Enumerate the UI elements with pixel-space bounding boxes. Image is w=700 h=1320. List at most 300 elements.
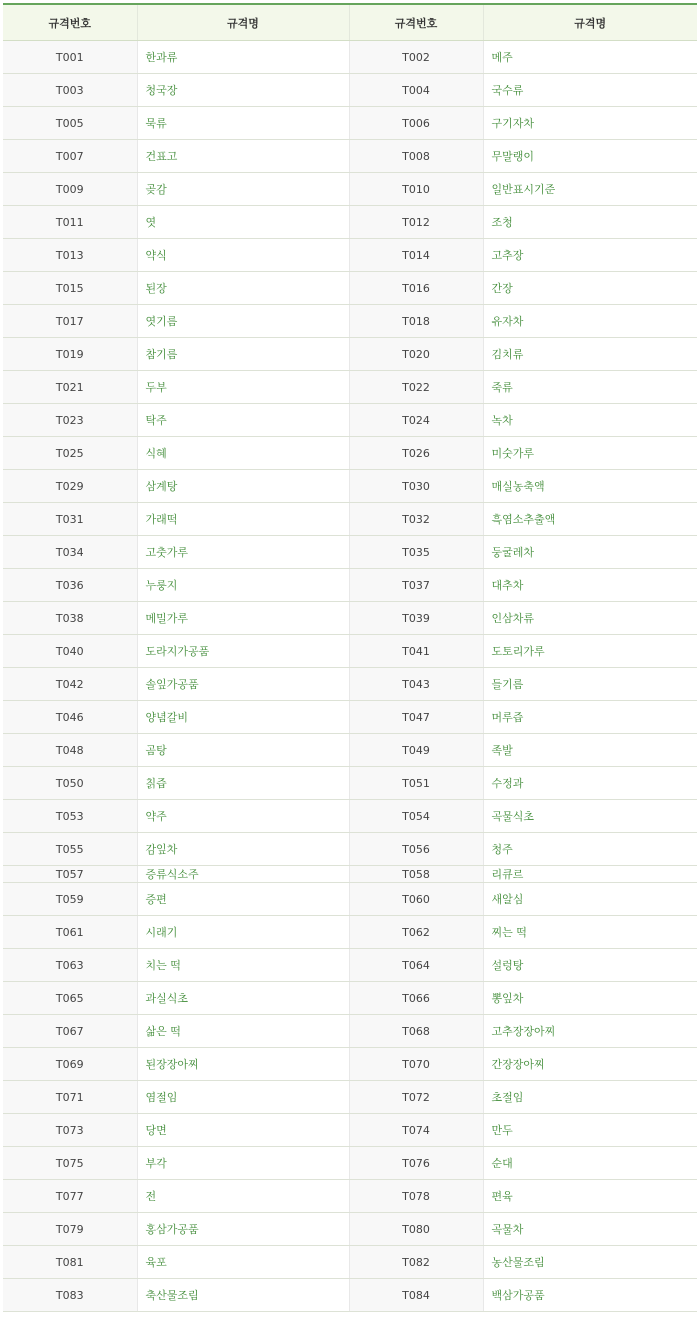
spec-name-link[interactable]: 인삼차류 <box>491 612 535 625</box>
spec-name-link-cell[interactable] <box>483 949 697 982</box>
spec-name-link[interactable]: 설렁탕 <box>491 959 524 972</box>
spec-code: T007 <box>55 149 84 163</box>
spec-code-cell <box>3 635 137 668</box>
spec-name-link[interactable]: 대추차 <box>491 579 524 592</box>
spec-name-link-cell[interactable] <box>137 1081 349 1114</box>
spec-name-link-cell[interactable] <box>137 338 349 371</box>
spec-code: T075 <box>55 1156 84 1170</box>
table-row <box>3 833 697 866</box>
spec-code-cell <box>349 305 483 338</box>
spec-name-link[interactable]: 머루즙 <box>491 711 524 724</box>
spec-name-link-cell[interactable] <box>137 305 349 338</box>
spec-name-link-cell[interactable] <box>137 1180 349 1213</box>
spec-name-link[interactable]: 일반표시기준 <box>491 183 556 196</box>
spec-code: T051 <box>402 776 430 790</box>
spec-name-link-cell[interactable] <box>483 239 697 272</box>
spec-code: T080 <box>402 1222 430 1236</box>
header-code-2: 규격번호 <box>349 4 483 41</box>
spec-name-link-cell[interactable] <box>483 1081 697 1114</box>
spec-name-link-cell[interactable] <box>137 239 349 272</box>
spec-code: T065 <box>55 991 84 1005</box>
spec-name-link[interactable]: 건표고 <box>145 150 178 163</box>
spec-code-cell <box>349 1081 483 1114</box>
spec-name-link-cell[interactable] <box>483 1015 697 1048</box>
spec-name-link-cell[interactable] <box>137 371 349 404</box>
spec-name-link[interactable]: 미숫가루 <box>491 447 535 460</box>
spec-code-cell <box>349 470 483 503</box>
spec-code-cell <box>349 173 483 206</box>
spec-name-link-cell[interactable] <box>483 668 697 701</box>
spec-code-cell <box>349 1147 483 1180</box>
spec-name-link-cell[interactable] <box>483 536 697 569</box>
table-row <box>3 701 697 734</box>
spec-code: T024 <box>402 413 430 427</box>
spec-name-link-cell[interactable] <box>137 1114 349 1147</box>
spec-name-link[interactable]: 참기름 <box>145 348 178 361</box>
spec-code-cell <box>3 536 137 569</box>
spec-name-link[interactable]: 육포 <box>145 1256 167 1269</box>
table-row <box>3 635 697 668</box>
spec-code-cell <box>3 1015 137 1048</box>
spec-name-link-cell[interactable] <box>483 1147 697 1180</box>
spec-code-cell <box>349 437 483 470</box>
spec-name-link-cell[interactable] <box>483 272 697 305</box>
spec-name-link[interactable]: 곡물차 <box>491 1223 524 1236</box>
spec-code: T049 <box>402 743 430 757</box>
spec-code: T010 <box>402 182 430 196</box>
spec-code-cell <box>3 404 137 437</box>
spec-code: T040 <box>55 644 84 658</box>
spec-name-link[interactable]: 백삼가공품 <box>491 1289 545 1302</box>
spec-code-cell <box>349 1015 483 1048</box>
spec-name-link[interactable]: 메밀가루 <box>145 612 189 625</box>
spec-name-link[interactable]: 간장장아찌 <box>491 1058 545 1071</box>
spec-code: T012 <box>402 215 430 229</box>
table-row <box>3 767 697 800</box>
spec-code-cell <box>3 371 137 404</box>
spec-name-link-cell[interactable] <box>483 866 697 883</box>
spec-name-link[interactable]: 칡즙 <box>145 777 167 790</box>
spec-code: T081 <box>55 1255 84 1269</box>
spec-name-link-cell[interactable] <box>483 1213 697 1246</box>
spec-code: T025 <box>55 446 84 460</box>
spec-name-link[interactable]: 홍삼가공품 <box>145 1223 199 1236</box>
spec-code: T048 <box>55 743 84 757</box>
table-row <box>3 1015 697 1048</box>
spec-name-link-cell[interactable] <box>483 173 697 206</box>
spec-code-cell <box>349 635 483 668</box>
spec-name-link[interactable]: 조청 <box>491 216 513 229</box>
spec-name-link[interactable]: 전 <box>145 1190 157 1203</box>
spec-code: T056 <box>402 842 430 856</box>
spec-name-link-cell[interactable] <box>137 1213 349 1246</box>
spec-code-cell <box>349 767 483 800</box>
spec-code-cell <box>3 1180 137 1213</box>
spec-name-link[interactable]: 약식 <box>145 249 167 262</box>
spec-code: T020 <box>402 347 430 361</box>
spec-code: T029 <box>55 479 84 493</box>
spec-name-link[interactable]: 감잎차 <box>145 843 178 856</box>
spec-code-cell <box>3 916 137 949</box>
spec-code: T002 <box>402 50 430 64</box>
spec-name-link[interactable]: 증류식소주 <box>145 868 199 881</box>
spec-name-link[interactable]: 들기름 <box>491 678 524 691</box>
spec-name-link-cell[interactable] <box>137 701 349 734</box>
spec-code-cell <box>349 239 483 272</box>
spec-name-link[interactable]: 엿기름 <box>145 315 178 328</box>
spec-name-link[interactable]: 염절임 <box>145 1091 178 1104</box>
spec-code-cell <box>3 1114 137 1147</box>
spec-name-link[interactable]: 약주 <box>145 810 167 823</box>
spec-name-link-cell[interactable] <box>483 503 697 536</box>
spec-name-link-cell[interactable] <box>137 1246 349 1279</box>
spec-code-cell <box>3 1246 137 1279</box>
table-row <box>3 536 697 569</box>
header-code-1: 규격번호 <box>3 4 137 41</box>
spec-name-link-cell[interactable] <box>137 883 349 916</box>
spec-code-cell <box>349 206 483 239</box>
table-row <box>3 916 697 949</box>
table-row <box>3 883 697 916</box>
spec-code-cell <box>3 470 137 503</box>
spec-code: T071 <box>55 1090 84 1104</box>
spec-name-link-cell[interactable] <box>137 206 349 239</box>
spec-code-cell <box>3 602 137 635</box>
spec-code: T018 <box>402 314 430 328</box>
spec-name-link[interactable]: 곶감 <box>145 183 167 196</box>
spec-name-link-cell[interactable] <box>483 1180 697 1213</box>
spec-name-link[interactable]: 새알심 <box>491 893 524 906</box>
spec-name-link[interactable]: 찌는 떡 <box>491 926 527 939</box>
spec-code-cell <box>3 982 137 1015</box>
spec-name-link-cell[interactable] <box>137 866 349 883</box>
spec-code-cell <box>3 569 137 602</box>
header-name-1: 규격명 <box>137 4 349 41</box>
spec-name-link[interactable]: 김치류 <box>491 348 524 361</box>
spec-name-link[interactable]: 청주 <box>491 843 513 856</box>
spec-name-link-cell[interactable] <box>483 1048 697 1081</box>
spec-name-link[interactable]: 된장장아찌 <box>145 1058 199 1071</box>
spec-name-link[interactable]: 메주 <box>491 51 513 64</box>
spec-code: T046 <box>55 710 84 724</box>
spec-name-link-cell[interactable] <box>137 272 349 305</box>
spec-table <box>3 3 697 1312</box>
spec-name-link[interactable]: 도토리가루 <box>491 645 545 658</box>
spec-code-cell <box>3 866 137 883</box>
spec-code: T082 <box>402 1255 430 1269</box>
spec-name-link-cell[interactable] <box>137 800 349 833</box>
table-row <box>3 41 697 74</box>
table-row <box>3 668 697 701</box>
spec-code-cell <box>349 1180 483 1213</box>
spec-name-link-cell[interactable] <box>137 173 349 206</box>
table-row <box>3 305 697 338</box>
spec-name-link-cell[interactable] <box>483 206 697 239</box>
spec-name-link[interactable]: 삼계탕 <box>145 480 178 493</box>
spec-name-link-cell[interactable] <box>137 1279 349 1312</box>
spec-code-cell <box>349 982 483 1015</box>
table-row <box>3 1048 697 1081</box>
spec-name-link[interactable]: 순대 <box>491 1157 513 1170</box>
spec-name-link-cell[interactable] <box>137 1147 349 1180</box>
spec-name-link-cell[interactable] <box>137 437 349 470</box>
spec-name-link[interactable]: 누룽지 <box>145 579 178 592</box>
spec-code-cell <box>349 883 483 916</box>
spec-code: T023 <box>55 413 84 427</box>
spec-code-cell <box>3 272 137 305</box>
spec-name-link[interactable]: 국수류 <box>491 84 524 97</box>
spec-code-cell <box>3 833 137 866</box>
spec-code: T079 <box>55 1222 84 1236</box>
spec-name-link[interactable]: 식혜 <box>145 447 167 460</box>
spec-name-link-cell[interactable] <box>137 1015 349 1048</box>
spec-name-link-cell[interactable] <box>483 569 697 602</box>
spec-code: T026 <box>402 446 430 460</box>
spec-name-link[interactable]: 한과류 <box>145 51 178 64</box>
spec-name-link-cell[interactable] <box>483 883 697 916</box>
spec-code-cell <box>3 74 137 107</box>
spec-name-link-cell[interactable] <box>483 404 697 437</box>
spec-code: T047 <box>402 710 430 724</box>
spec-name-link[interactable]: 흑염소추출액 <box>491 513 556 526</box>
spec-name-link-cell[interactable] <box>483 371 697 404</box>
spec-name-link-cell[interactable] <box>137 767 349 800</box>
spec-name-link[interactable]: 편육 <box>491 1190 513 1203</box>
spec-name-link[interactable]: 치는 떡 <box>145 959 181 972</box>
spec-code: T084 <box>402 1288 430 1302</box>
spec-code: T019 <box>55 347 84 361</box>
spec-code: T016 <box>402 281 430 295</box>
spec-code-cell <box>349 833 483 866</box>
spec-name-link-cell[interactable] <box>137 734 349 767</box>
spec-code-cell <box>3 1213 137 1246</box>
table-body <box>3 41 697 1312</box>
spec-code-cell <box>3 503 137 536</box>
spec-code: T039 <box>402 611 430 625</box>
spec-name-link[interactable]: 솔잎가공품 <box>145 678 199 691</box>
spec-name-link-cell[interactable] <box>483 602 697 635</box>
spec-name-link[interactable]: 간장 <box>491 282 513 295</box>
spec-code: T064 <box>402 958 430 972</box>
spec-code-cell <box>3 800 137 833</box>
spec-name-link[interactable]: 유자차 <box>491 315 524 328</box>
spec-name-link-cell[interactable] <box>137 140 349 173</box>
spec-name-link-cell[interactable] <box>483 916 697 949</box>
spec-name-link[interactable]: 시래기 <box>145 926 178 939</box>
spec-name-link-cell[interactable] <box>483 767 697 800</box>
spec-code: T083 <box>55 1288 84 1302</box>
spec-name-link[interactable]: 족발 <box>491 744 513 757</box>
spec-code: T062 <box>402 925 430 939</box>
spec-name-link[interactable]: 청국장 <box>145 84 178 97</box>
table-row <box>3 1180 697 1213</box>
spec-name-link-cell[interactable] <box>137 569 349 602</box>
spec-name-link[interactable]: 삶은 떡 <box>145 1025 181 1038</box>
table-row <box>3 982 697 1015</box>
spec-code: T077 <box>55 1189 84 1203</box>
spec-code-cell <box>3 1081 137 1114</box>
spec-name-link[interactable]: 고춧가루 <box>145 546 189 559</box>
table-row <box>3 272 697 305</box>
spec-code: T043 <box>402 677 430 691</box>
table-row <box>3 140 697 173</box>
spec-code-cell <box>349 338 483 371</box>
spec-code: T042 <box>55 677 84 691</box>
spec-code-cell <box>3 338 137 371</box>
spec-name-link[interactable]: 녹차 <box>491 414 513 427</box>
spec-name-link-cell[interactable] <box>137 74 349 107</box>
spec-name-link-cell[interactable] <box>483 734 697 767</box>
spec-code: T004 <box>402 83 430 97</box>
spec-name-link-cell[interactable] <box>137 916 349 949</box>
spec-name-link-cell[interactable] <box>483 305 697 338</box>
spec-code-cell <box>3 1279 137 1312</box>
table-row <box>3 1081 697 1114</box>
spec-name-link[interactable]: 된장 <box>145 282 167 295</box>
spec-name-link[interactable]: 부각 <box>145 1157 167 1170</box>
spec-name-link[interactable]: 축산물조림 <box>145 1289 199 1302</box>
spec-name-link[interactable]: 무말랭이 <box>491 150 535 163</box>
spec-name-link-cell[interactable] <box>137 41 349 74</box>
spec-code: T074 <box>402 1123 430 1137</box>
spec-code-cell <box>3 1048 137 1081</box>
spec-code-cell <box>349 41 483 74</box>
spec-code: T017 <box>55 314 84 328</box>
spec-code: T067 <box>55 1024 84 1038</box>
spec-name-link-cell[interactable] <box>483 800 697 833</box>
spec-code-cell <box>3 206 137 239</box>
spec-name-link-cell[interactable] <box>137 602 349 635</box>
spec-name-link-cell[interactable] <box>137 635 349 668</box>
spec-name-link-cell[interactable] <box>137 949 349 982</box>
spec-name-link[interactable]: 탁주 <box>145 414 167 427</box>
spec-name-link-cell[interactable] <box>483 1279 697 1312</box>
spec-name-link-cell[interactable] <box>137 107 349 140</box>
spec-name-link-cell[interactable] <box>137 404 349 437</box>
spec-name-link-cell[interactable] <box>483 635 697 668</box>
spec-code: T036 <box>55 578 84 592</box>
spec-code: T031 <box>55 512 84 526</box>
spec-code-cell <box>349 602 483 635</box>
spec-name-link-cell[interactable] <box>483 41 697 74</box>
spec-code: T009 <box>55 182 84 196</box>
spec-name-link-cell[interactable] <box>483 107 697 140</box>
spec-name-link[interactable]: 만두 <box>491 1124 513 1137</box>
spec-code-cell <box>3 437 137 470</box>
spec-name-link-cell[interactable] <box>483 437 697 470</box>
table-row <box>3 602 697 635</box>
spec-name-link-cell[interactable] <box>483 701 697 734</box>
spec-code: T034 <box>55 545 84 559</box>
spec-code-cell <box>3 107 137 140</box>
spec-name-link[interactable]: 양념갈비 <box>145 711 189 724</box>
table-row <box>3 734 697 767</box>
spec-name-link-cell[interactable] <box>137 1048 349 1081</box>
spec-name-link[interactable]: 매실농축액 <box>491 480 545 493</box>
table-row <box>3 569 697 602</box>
spec-code: T035 <box>402 545 430 559</box>
spec-name-link-cell[interactable] <box>483 1114 697 1147</box>
spec-name-link[interactable]: 리큐르 <box>491 868 524 881</box>
spec-name-link-cell[interactable] <box>483 470 697 503</box>
spec-name-link[interactable]: 곰탕 <box>145 744 167 757</box>
spec-code: T001 <box>55 50 84 64</box>
spec-code: T057 <box>55 867 84 881</box>
spec-name-link-cell[interactable] <box>137 668 349 701</box>
spec-code: T069 <box>55 1057 84 1071</box>
spec-code: T038 <box>55 611 84 625</box>
table-row <box>3 239 697 272</box>
table-row <box>3 1114 697 1147</box>
spec-name-link[interactable]: 과실식초 <box>145 992 189 1005</box>
header-row <box>3 4 697 41</box>
spec-name-link[interactable]: 구기자차 <box>491 117 535 130</box>
spec-code-cell <box>349 536 483 569</box>
spec-name-link[interactable]: 수정과 <box>491 777 524 790</box>
spec-code-cell <box>349 404 483 437</box>
spec-code: T053 <box>55 809 84 823</box>
spec-name-link[interactable]: 가래떡 <box>145 513 178 526</box>
spec-name-link[interactable]: 도라지가공품 <box>145 645 210 658</box>
spec-name-link[interactable]: 묵류 <box>145 117 167 130</box>
spec-name-link-cell[interactable] <box>137 503 349 536</box>
spec-name-link[interactable]: 두부 <box>145 381 167 394</box>
spec-code: T060 <box>402 892 430 906</box>
table-row <box>3 1213 697 1246</box>
spec-name-link-cell[interactable] <box>137 833 349 866</box>
spec-name-link-cell[interactable] <box>137 470 349 503</box>
table-row <box>3 404 697 437</box>
spec-name-link-cell[interactable] <box>483 338 697 371</box>
spec-code-cell <box>3 883 137 916</box>
spec-name-link-cell[interactable] <box>483 833 697 866</box>
table-row <box>3 800 697 833</box>
spec-name-link[interactable]: 뽕잎차 <box>491 992 524 1005</box>
spec-code-cell <box>349 569 483 602</box>
spec-name-link[interactable]: 농산물조림 <box>491 1256 545 1269</box>
spec-name-link[interactable]: 고추장 <box>491 249 524 262</box>
spec-code-cell <box>349 668 483 701</box>
spec-name-link[interactable]: 죽류 <box>491 381 513 394</box>
spec-name-link[interactable]: 증편 <box>145 893 167 906</box>
spec-name-link[interactable]: 고추장장아찌 <box>491 1025 556 1038</box>
spec-name-link-cell[interactable] <box>483 1246 697 1279</box>
spec-code: T059 <box>55 892 84 906</box>
spec-name-link[interactable]: 당면 <box>145 1124 167 1137</box>
spec-name-link-cell[interactable] <box>137 982 349 1015</box>
spec-name-link[interactable]: 초절임 <box>491 1091 524 1104</box>
spec-name-link[interactable]: 엿 <box>145 216 157 229</box>
spec-code-cell <box>3 701 137 734</box>
spec-code: T030 <box>402 479 430 493</box>
table-row <box>3 503 697 536</box>
spec-code-cell <box>349 107 483 140</box>
spec-name-link-cell[interactable] <box>483 140 697 173</box>
table-row <box>3 107 697 140</box>
table-row <box>3 949 697 982</box>
spec-name-link-cell[interactable] <box>483 982 697 1015</box>
spec-name-link[interactable]: 곡물식초 <box>491 810 535 823</box>
spec-code-cell <box>349 140 483 173</box>
spec-code: T073 <box>55 1123 84 1137</box>
table-row <box>3 173 697 206</box>
header-name-2: 규격명 <box>483 4 697 41</box>
spec-name-link-cell[interactable] <box>137 536 349 569</box>
spec-name-link-cell[interactable] <box>483 74 697 107</box>
spec-code-cell <box>3 173 137 206</box>
spec-name-link[interactable]: 둥굴레차 <box>491 546 535 559</box>
spec-code: T061 <box>55 925 84 939</box>
